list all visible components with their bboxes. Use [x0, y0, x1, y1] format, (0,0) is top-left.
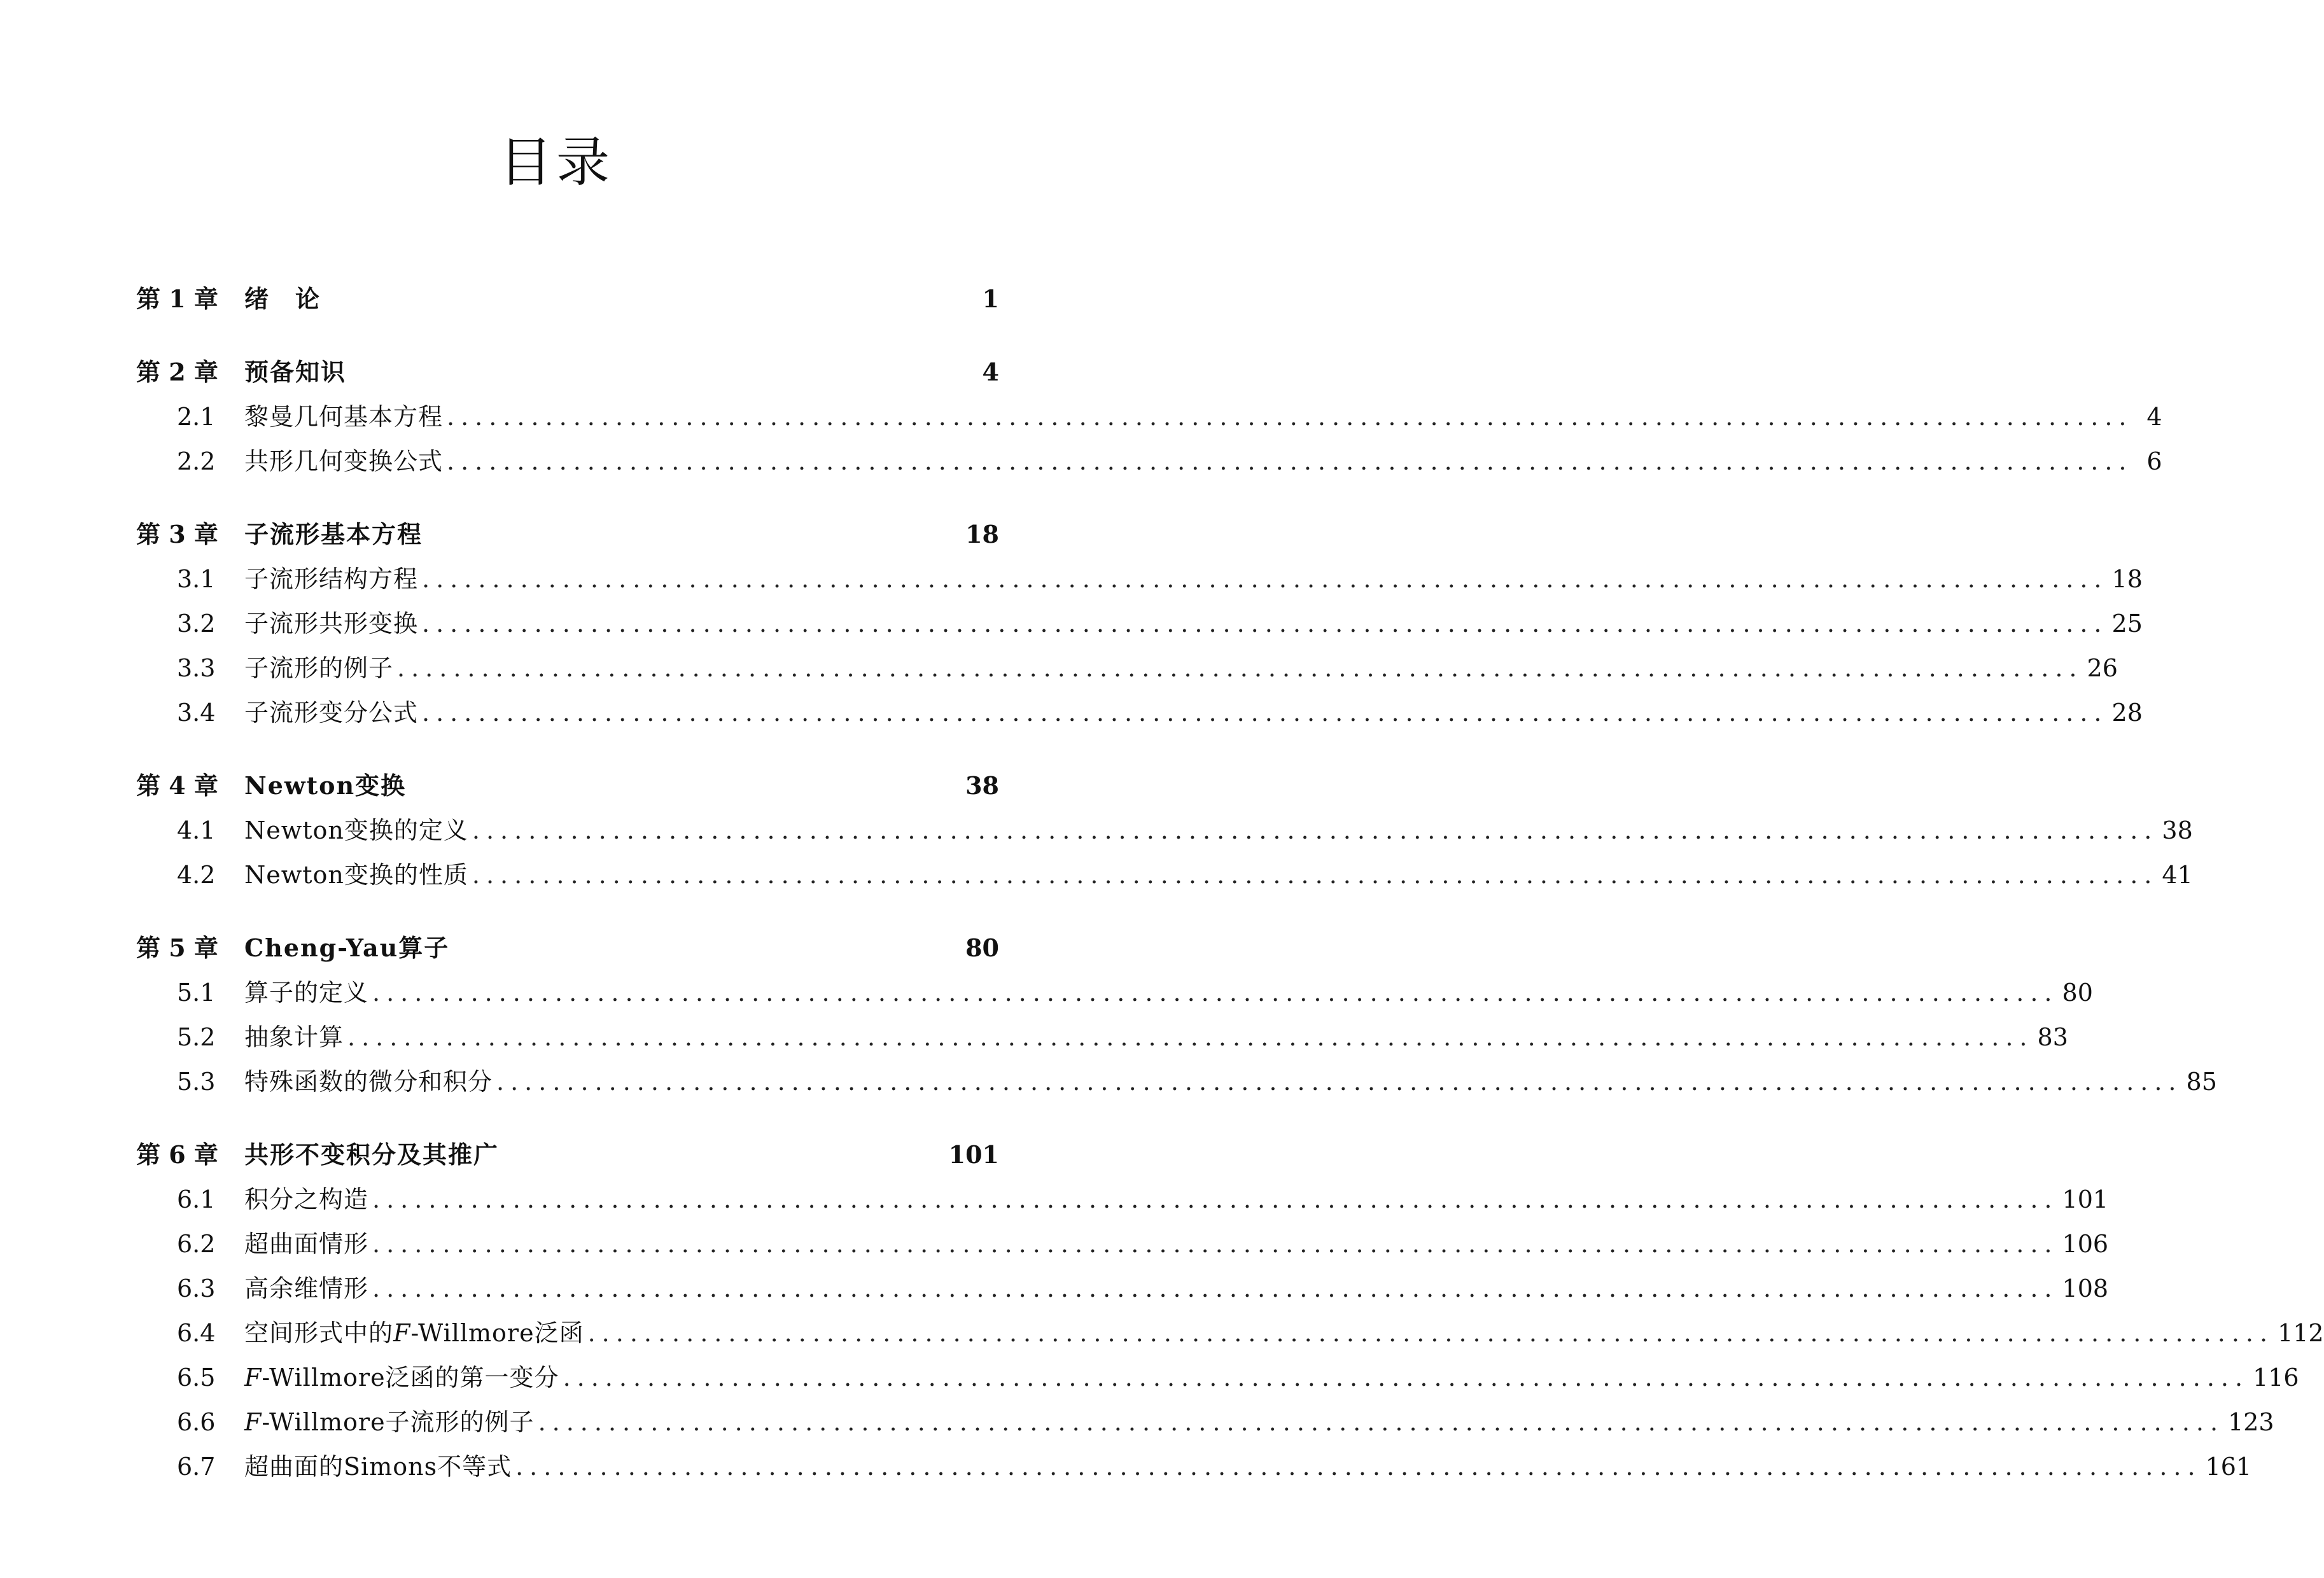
entry-title: 空间形式中的F-Willmore泛函 [244, 1319, 584, 1347]
entry-title: 子流形变分公式 [244, 699, 419, 727]
toc-section-entry[interactable] [136, 398, 2162, 436]
entry-number: 6.2 [177, 1230, 216, 1258]
page-number: 112 [2278, 1319, 2324, 1347]
entry-number: 3.3 [177, 654, 216, 682]
entry-title: 子流形结构方程 [244, 565, 419, 593]
toc-section-entry[interactable] [136, 974, 2093, 1012]
toc-chapter-entry[interactable] [136, 515, 999, 554]
entry-title: 黎曼几何基本方程 [244, 403, 444, 431]
entry-title: 子流形的例子 [244, 654, 394, 682]
entry-title: Newton变换的定义 [244, 816, 468, 844]
dot-leader: ........................................................................................................................ [372, 1230, 2059, 1258]
dot-leader: ........................................................................................................................ [372, 1185, 2059, 1213]
page-number: 4 [2146, 403, 2162, 431]
dot-leader: ........................................................................................................................ [422, 565, 2108, 593]
toc-chapter-entry[interactable] [136, 1136, 999, 1174]
entry-title: Cheng-Yau算子 [244, 933, 450, 962]
entry-title: F-Willmore子流形的例子 [244, 1408, 535, 1436]
entry-title: 积分之构造 [244, 1185, 369, 1213]
entry-number: 第 6 章 [136, 1140, 218, 1169]
dot-leader: ........................................................................................................................ [515, 1453, 2202, 1481]
toc-chapter-entry[interactable] [136, 929, 999, 967]
entry-number: 3.1 [177, 565, 216, 593]
toc-chapter-entry[interactable] [136, 353, 999, 391]
entry-number: 6.5 [177, 1364, 216, 1392]
page-number: 80 [2062, 979, 2093, 1007]
toc-section-entry[interactable] [136, 811, 2193, 849]
page-title: 目录 [498, 131, 613, 193]
entry-number: 6.6 [177, 1408, 216, 1436]
entry-title: 共形几何变换公式 [244, 447, 444, 475]
toc-section-entry[interactable] [136, 1180, 2109, 1218]
entry-title: Newton变换 [244, 771, 407, 800]
entry-number: 5.3 [177, 1068, 216, 1096]
page-number: 26 [2087, 654, 2118, 682]
toc-section-entry[interactable] [136, 856, 2193, 894]
dot-leader: ........................................................................................................................ [447, 403, 2133, 431]
entry-title: 共形不变积分及其推广 [244, 1140, 500, 1169]
entry-number: 第 2 章 [136, 358, 218, 386]
entry-number: 第 1 章 [136, 284, 218, 313]
page-number: 116 [2253, 1364, 2299, 1392]
entry-number: 5.1 [177, 979, 216, 1007]
page-number: 108 [2062, 1274, 2109, 1302]
page-number: 38 [965, 771, 999, 800]
page-number: 85 [2186, 1068, 2217, 1096]
dot-leader: ........................................................................................................................ [447, 447, 2133, 475]
page-number: 80 [965, 933, 999, 962]
page-number: 18 [2111, 565, 2143, 593]
dot-leader: ........................................................................................................................ [422, 699, 2108, 727]
toc-section-entry[interactable] [136, 604, 2143, 643]
toc-section-entry[interactable] [136, 1269, 2109, 1308]
entry-title: 预备知识 [244, 358, 347, 386]
toc-section-entry[interactable] [136, 560, 2143, 598]
page-number: 6 [2146, 447, 2162, 475]
entry-title: 超曲面情形 [244, 1230, 369, 1258]
page-number: 41 [2162, 861, 2193, 889]
entry-title: 算子的定义 [244, 979, 369, 1007]
entry-number: 2.2 [177, 447, 216, 475]
dot-leader: ........................................................................................................................ [587, 1319, 2274, 1347]
entry-title: 绪 论 [244, 284, 321, 313]
page-number: 18 [965, 520, 999, 548]
dot-leader: ........................................................................................................................ [397, 654, 2083, 682]
toc-section-entry[interactable] [136, 1225, 2109, 1263]
entry-number: 6.3 [177, 1274, 216, 1302]
dot-leader: ........................................................................................................................ [347, 1023, 2034, 1051]
page-number: 123 [2228, 1408, 2274, 1436]
entry-number: 第 5 章 [136, 933, 218, 962]
entry-number: 3.4 [177, 699, 216, 727]
dot-leader: ........................................................................................................................ [422, 610, 2108, 638]
entry-number: 4.2 [177, 861, 216, 889]
page-number: 4 [982, 358, 999, 386]
entry-number: 6.4 [177, 1319, 216, 1347]
dot-leader: ........................................................................................................................ [472, 816, 2159, 844]
toc-chapter-entry[interactable] [136, 280, 999, 318]
entry-number: 6.1 [177, 1185, 216, 1213]
toc-section-entry[interactable] [136, 1448, 2252, 1486]
page-number: 106 [2062, 1230, 2109, 1258]
toc-chapter-entry[interactable] [136, 767, 999, 805]
page-number: 101 [948, 1140, 999, 1169]
dot-leader: ........................................................................................................................ [472, 861, 2159, 889]
entry-number: 第 4 章 [136, 771, 218, 800]
toc-section-entry[interactable] [136, 1018, 2068, 1056]
page-number: 101 [2062, 1185, 2109, 1213]
dot-leader: ........................................................................................................................ [372, 979, 2059, 1007]
entry-title: F-Willmore泛函的第一变分 [244, 1364, 559, 1392]
entry-title: 高余维情形 [244, 1274, 369, 1302]
entry-title: 子流形共形变换 [244, 610, 419, 638]
dot-leader: ........................................................................................................................ [538, 1408, 2225, 1436]
dot-leader: ........................................................................................................................ [372, 1274, 2059, 1302]
entry-number: 4.1 [177, 816, 216, 844]
entry-title: 子流形基本方程 [244, 520, 423, 548]
entry-title: 抽象计算 [244, 1023, 344, 1051]
entry-title: Newton变换的性质 [244, 861, 468, 889]
toc-section-entry[interactable] [136, 1403, 2274, 1441]
entry-number: 第 3 章 [136, 520, 218, 548]
entry-number: 3.2 [177, 610, 216, 638]
page-number: 161 [2205, 1453, 2252, 1481]
page-number: 38 [2162, 816, 2193, 844]
toc-section-entry[interactable] [136, 442, 2162, 480]
entry-title: 特殊函数的微分和积分 [244, 1068, 493, 1096]
entry-title: 超曲面的Simons不等式 [244, 1453, 512, 1481]
dot-leader: ........................................................................................................................ [563, 1364, 2250, 1392]
entry-number: 2.1 [177, 403, 216, 431]
toc-section-entry[interactable] [136, 694, 2143, 732]
toc-section-entry[interactable] [136, 649, 2118, 687]
page-number: 83 [2037, 1023, 2068, 1051]
page-number: 28 [2111, 699, 2143, 727]
toc-section-entry[interactable] [136, 1063, 2217, 1101]
toc-section-entry[interactable] [136, 1314, 2324, 1352]
dot-leader: ........................................................................................................................ [496, 1068, 2183, 1096]
entry-number: 6.7 [177, 1453, 216, 1481]
entry-number: 5.2 [177, 1023, 216, 1051]
toc-section-entry[interactable] [136, 1358, 2299, 1397]
page-number: 1 [982, 284, 999, 313]
page-number: 25 [2111, 610, 2143, 638]
